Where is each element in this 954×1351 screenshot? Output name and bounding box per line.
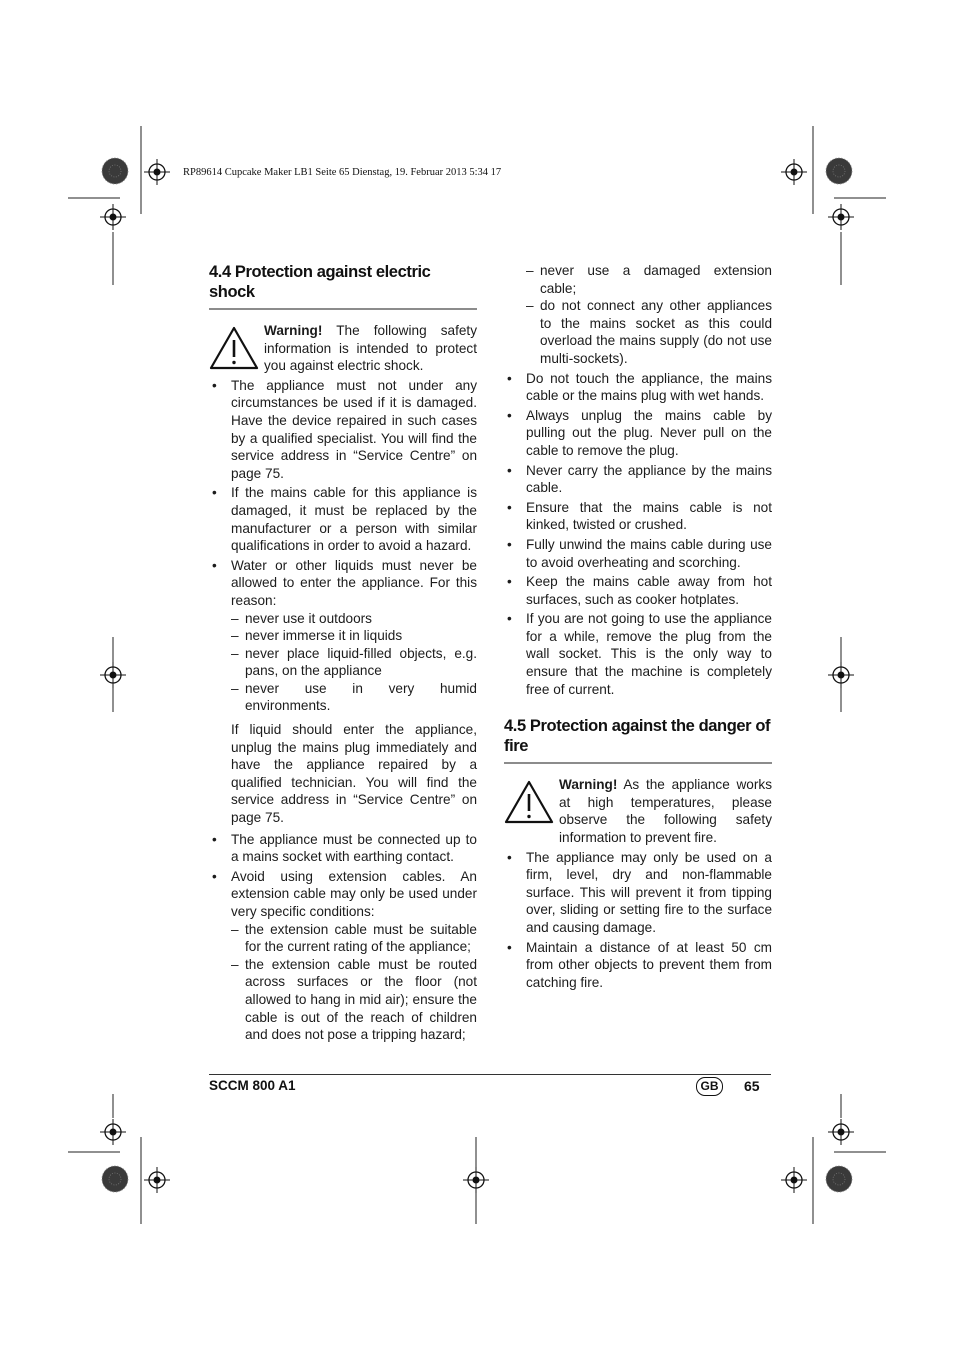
dash-item: – the extension cable must be suitable for the current rating of the appliance; <box>231 921 477 956</box>
warning-triangle-icon <box>504 780 554 824</box>
dash-item: – never use in very humid environments. <box>231 680 477 715</box>
warning-text <box>264 322 477 375</box>
left-column <box>209 262 477 1044</box>
color-target-icon <box>101 1165 129 1193</box>
dash-item: – never use a damaged extension cable; <box>526 262 772 297</box>
registration-mark-icon <box>780 1166 808 1194</box>
list-item-text: • Water or other liquids must never be allowed to enter the appliance. For this reason: <box>231 557 477 608</box>
color-target-icon <box>825 1165 853 1193</box>
print-slug: RP89614 Cupcake Maker LB1 Seite 65 Dienstag, 19. Februar 2013 5:34 17 <box>183 167 502 178</box>
warning-label: Warning! <box>559 777 618 793</box>
color-target-icon <box>101 157 129 185</box>
color-target-icon <box>825 157 853 185</box>
list-item: • The appliance must not under any circumstances be used if it is damaged. Have the device repaired in such cases by a qualified specialist. You will find the service address in “Service Centre” on page 75. <box>209 377 477 483</box>
warning-text <box>559 776 772 846</box>
registration-mark-icon <box>99 203 127 231</box>
footer-model-number: SCCM 800 A1 <box>209 1078 296 1093</box>
dash-item: – do not connect any other appliances to the mains socket as this could overload the mains supply (do not use multi-sockets). <box>526 297 772 367</box>
registration-mark-icon <box>827 203 855 231</box>
warning-body: The following safety information is intended to protect you against electric shock. <box>264 323 477 374</box>
registration-mark-icon <box>143 1166 171 1194</box>
warning-triangle-icon <box>209 326 259 370</box>
list-item: • Never carry the appliance by the mains cable. <box>504 462 772 497</box>
list-item: • Do not touch the appliance, the mains cable or the mains plug with wet hands. <box>504 370 772 405</box>
warning-block-fire <box>504 776 772 846</box>
list-item: • The appliance may only be used on a firm, level, dry and non-flammable surface. This will prevent it from tipping over, sliding or setting fire to the surface and causing damage. <box>504 849 772 937</box>
list-item: • Maintain a distance of at least 50 cm from other objects to prevent them from catching fire. <box>504 939 772 992</box>
list-item <box>209 557 477 715</box>
dash-list-continued <box>504 262 772 368</box>
list-item: • Fully unwind the mains cable during use to avoid overheating and scorching. <box>504 536 772 571</box>
registration-mark-icon <box>827 1118 855 1146</box>
section-heading-electric-shock: 4.4 Protection against electric shock <box>209 262 477 310</box>
bullet-list <box>504 370 772 699</box>
warning-body: As the appliance works at high temperatures, please observe the following safety information to prevent fire. <box>559 777 772 846</box>
list-item: • If the mains cable for this appliance is damaged, it must be replaced by the manufacturer or a person with similar qualifications in order to avoid a hazard. <box>209 484 477 554</box>
registration-mark-icon <box>780 158 808 186</box>
right-column <box>504 262 772 991</box>
warning-label: Warning! <box>264 323 323 338</box>
registration-mark-icon <box>99 1118 127 1146</box>
dash-item: – the extension cable must be routed across surfaces or the floor (not allowed to hang in mid air); ensure the cable is out of the reach of children and does not pose a tripping hazard; <box>231 956 477 1044</box>
dash-item: – never place liquid-filled objects, e.g. pans, on the appliance <box>231 645 477 680</box>
warning-block-electric-shock <box>209 322 477 375</box>
dash-item: – never immerse it in liquids <box>231 627 477 645</box>
section-heading-fire: 4.5 Protection against the danger of fire <box>504 716 772 764</box>
dash-item: – never use it outdoors <box>231 610 477 628</box>
language-badge: GB <box>696 1077 723 1096</box>
list-item-text: • Avoid using extension cables. An extension cable may only be used under very specific conditions: <box>231 868 477 919</box>
footer-rule <box>209 1074 771 1075</box>
dash-list <box>231 610 477 716</box>
list-item <box>209 868 477 1044</box>
registration-mark-icon <box>143 158 171 186</box>
followup-paragraph: If liquid should enter the appliance, unplug the mains plug immediately and have the appliance repaired by a qualified technician. You will find the service address in “Service Centre” on page 75. <box>231 722 477 826</box>
list-item: • Keep the mains cable away from hot surfaces, such as cooker hotplates. <box>504 573 772 608</box>
page-number: 65 <box>744 1078 760 1094</box>
list-item: • Always unplug the mains cable by pulling out the plug. Never pull on the cable to remove the plug. <box>504 407 772 460</box>
registration-mark-icon <box>827 661 855 689</box>
bullet-list-fire <box>504 849 772 992</box>
bullet-list-2 <box>209 831 477 1044</box>
dash-list <box>231 921 477 1044</box>
registration-mark-icon <box>462 1166 490 1194</box>
registration-mark-icon <box>99 661 127 689</box>
bullet-list <box>209 377 477 715</box>
list-item: • If you are not going to use the appliance for a while, remove the plug from the wall socket. This is the only way to ensure that the machine is completely free of current. <box>504 610 772 698</box>
list-item: • The appliance must be connected up to a mains socket with earthing contact. <box>209 831 477 866</box>
list-item: • Ensure that the mains cable is not kinked, twisted or crushed. <box>504 499 772 534</box>
